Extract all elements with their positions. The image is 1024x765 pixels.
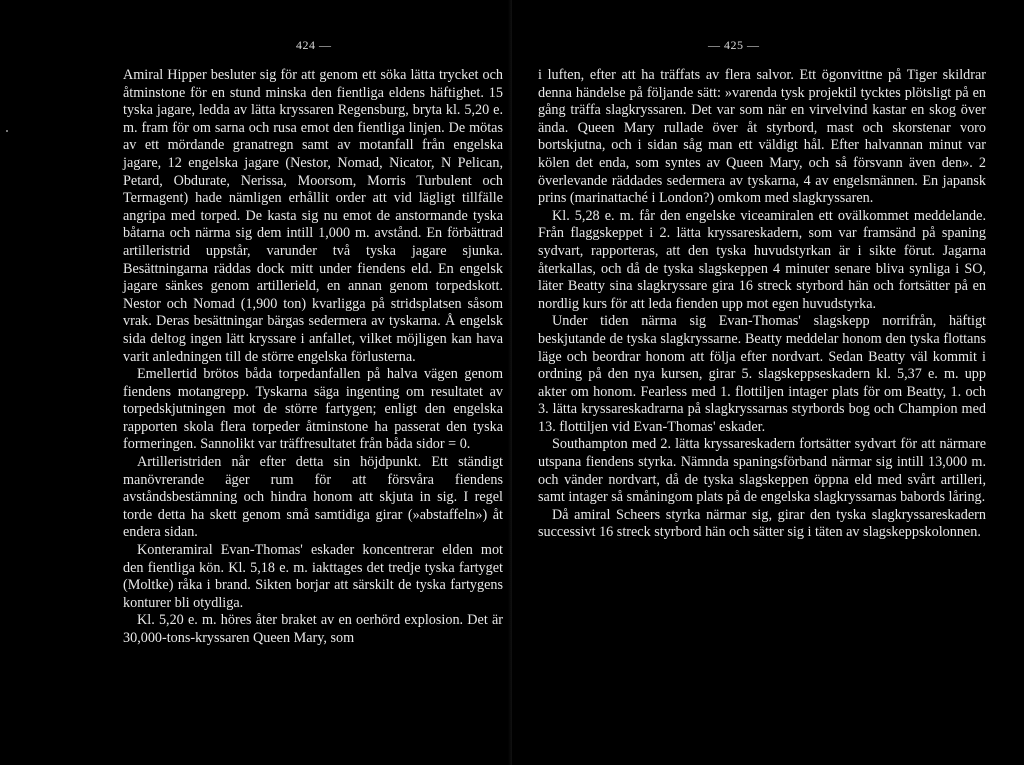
paragraph: i luften, efter att ha träffats av flera salvor. Ett ögonvittne på Tiger skildrar denna händelse på följande sätt: »varenda tysk projektil tycktes plötsligt på en gång träffa slagkryssaren. Det var som när en virvelvind kastar en skog över ända. Queen Mary rullade över åt styrbord, mast och skorstenar voro bortskjutna, och i sidan såg man ett väldigt hål. Efter halvannan minut var kölen det enda, som syntes av Queen Mary, och så försvann även den». 2 överlevande räddades sedermera av tyskarna, 4 av engelsmännen. En japansk prins (marinattaché i London?) omkom med slagkryssaren. bbox=[538, 67, 986, 207]
right-page-body bbox=[538, 67, 986, 542]
paragraph: Southampton med 2. lätta kryssareskadern fortsätter sydvart för att närmare utspana fiendens styrka. Nämnda spaningsförband närmar sig intill 13,000 m. och vänder nordvart, då de tyska slagskeppen öppna eld med svårt artilleri, samt intager så småningom plats på de engelska slagkryssarnas babords låring. bbox=[538, 436, 986, 506]
right-page bbox=[512, 0, 1024, 765]
paragraph: Amiral Hipper besluter sig för att genom ett söka lätta trycket och åtminstone för en stund minska den fientliga eldens häftighet. 15 tyska jagare, ledda av lätta kryssaren Regensburg, bryta kl. 5,20 e. m. fram för om sarna och rusa emot den fientliga linjen. De mötas av ett mördande granatregn samt av motanfall från engelska jagare, 12 engelska jagare (Nestor, Nomad, Nicator, N Pelican, Petard, Obdurate, Nerissa, Moorsom, Morris Turbulent och Termagent) hade nämligen erhållit order att vid lägligt tillfälle angripa med torped. De kasta sig nu emot de anstormande tyska båtarna och närma sig dem intill 1,000 m. avstånd. En förbättrad artilleristrid uppstår, varunder två tyska jagare sjunka. Besättningarna räddas dock mitt under fiendens eld. En engelsk jagare sänkes genom artillerield, en annan genom torpedskott. Nestor och Nomad (1,900 ton) kvarligga på stridsplatsen såsom vrak. Deras besättningar bärgas sedermera av tyskarna. Å engelsk sida deltog ingen lätt kryssare i anfallet, vilket möjligen kan hava varit anledningen till de större engelska förlusterna. bbox=[123, 67, 503, 365]
paragraph: Kl. 5,20 e. m. höres åter braket av en oerhörd explosion. Det är 30,000-tons-kryssaren Queen Mary, som bbox=[123, 612, 503, 646]
paragraph: Kl. 5,28 e. m. får den engelske viceamiralen ett ovälkommet meddelande. Från flaggskeppet i 2. lätta kryssareskadern, som var framsänd på spaning sydvart, rapporteras, att den tyska huvudstyrkan är i sikte förut. Jagarna återkallas, och då de tyska slagskeppen 4 minuter senare bliva synliga i SO, läter Beatty sina slagkryssare gira 16 streck styrbord hän och fortsätter på en nordlig kurs för att leda fienden upp mot egen huvudstyrka. bbox=[538, 207, 986, 312]
margin-mark bbox=[6, 130, 8, 132]
paragraph: Konteramiral Evan-Thomas' eskader koncentrerar elden mot den fientliga kön. Kl. 5,18 e. m. iakttages det tredje tyska fartyget (Moltke) råka i brand. Sikten borjar att särskilt de tyska fartygens konturer bli otydliga. bbox=[123, 542, 503, 611]
paragraph: Artilleristriden når efter detta sin höjdpunkt. Ett ständigt manövrerande äger rum för att försvåra fiendens avståndsbestämning och hindra honom att skjuta in sig. I regel torde detta ha skett genom små samtidiga girar (»abstaffeln») åt endera sidan. bbox=[123, 454, 503, 541]
paragraph: Under tiden närma sig Evan-Thomas' slagskepp norrifrån, häftigt beskjutande de tyska slagkryssarne. Beatty meddelar honom den tyska flottans läge och beordrar honom att följa efter nordvart. Sedan Beatty väl kommit i ordning på den nya kursen, girar 5. slagskeppseskadern kl. 5,37 e. m. upp akter om honom. Fearless med 1. flottiljen intager plats för om Beatty, 1. och 3. lätta kryssareskadrarna på slagkryssarnas styrbords bog och Champion med 13. flottiljen vid Evan-Thomas' eskader. bbox=[538, 313, 986, 435]
paragraph: Emellertid brötos båda torpedanfallen på halva vägen genom fiendens motangrepp. Tyskarna säga ingenting om resultatet av torpedskjutningen mot de större fartygen; enligt den engelska rapporten skola flera torpeder åtminstone ha passerat den tyska formeringen. Sannolikt var träffresultatet från båda sidor = 0. bbox=[123, 366, 503, 453]
page-number-left: 424 — bbox=[296, 38, 332, 52]
page-number-right: — 425 — bbox=[708, 38, 760, 52]
left-page-body bbox=[123, 67, 503, 648]
paragraph: Då amiral Scheers styrka närmar sig, girar den tyska slagkryssareskadern successivt 16 streck styrbord hän och sätter sig i täten av slagskeppskolonnen. bbox=[538, 506, 986, 541]
